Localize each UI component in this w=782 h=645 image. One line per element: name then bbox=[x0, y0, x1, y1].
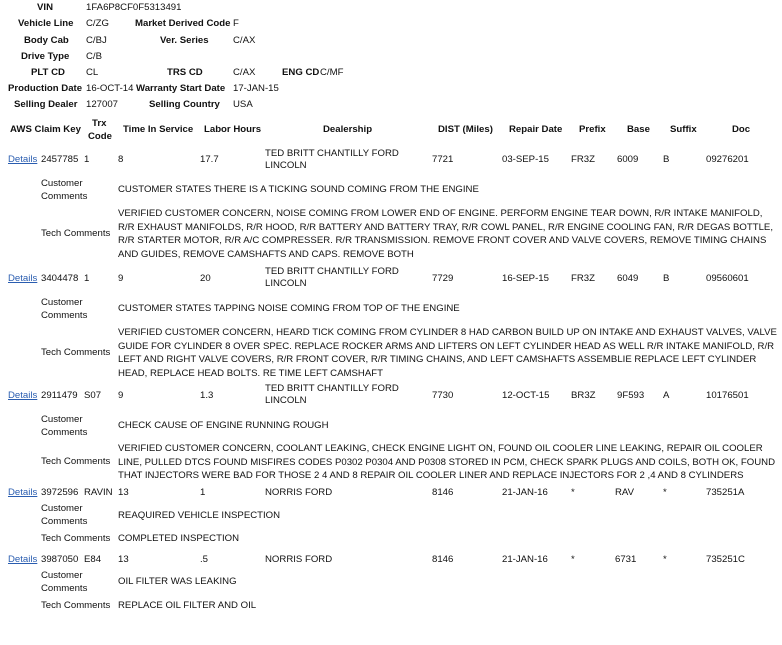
market-code-label: Market Derived Code bbox=[135, 18, 231, 29]
customer-comments-label: Customer Comments bbox=[41, 178, 88, 202]
details-link[interactable]: Details bbox=[8, 390, 38, 401]
tech-comments-label: Tech Comments bbox=[41, 347, 111, 358]
customer-comment: REAQUIRED VEHICLE INSPECTION bbox=[118, 510, 281, 521]
col-repair-date: Repair Date bbox=[509, 124, 563, 135]
doc: 10176501 bbox=[706, 390, 749, 401]
plt-cd-label: PLT CD bbox=[31, 67, 65, 78]
tech-comments-label: Tech Comments bbox=[41, 533, 111, 544]
base: RAV bbox=[615, 487, 635, 498]
repair-date: 03-SEP-15 bbox=[502, 154, 549, 165]
prefix: FR3Z bbox=[571, 154, 595, 165]
repair-date: 21-JAN-16 bbox=[502, 554, 548, 565]
time-in-service: 9 bbox=[118, 273, 124, 284]
vin-value: 1FA6P8CF0F5313491 bbox=[86, 2, 182, 13]
production-date-label: Production Date bbox=[8, 83, 83, 94]
doc: 735251C bbox=[706, 554, 745, 565]
doc: 09560601 bbox=[706, 273, 749, 284]
col-prefix: Prefix bbox=[579, 124, 606, 135]
trs-cd-value: C/AX bbox=[233, 67, 256, 78]
col-dist: DIST (Miles) bbox=[438, 124, 493, 135]
doc: 735251A bbox=[706, 487, 745, 498]
drive-type-value: C/B bbox=[86, 51, 102, 62]
selling-dealer-value: 127007 bbox=[86, 99, 119, 110]
vehicle-line-label: Vehicle Line bbox=[18, 18, 74, 29]
customer-comments-label: Customer Comments bbox=[41, 297, 88, 321]
prefix: FR3Z bbox=[571, 273, 595, 284]
tech-comments-label: Tech Comments bbox=[41, 228, 111, 239]
dist-miles: 7721 bbox=[432, 154, 454, 165]
col-base: Base bbox=[627, 124, 650, 135]
dealership: TED BRITT CHANTILLY FORD LINCOLN bbox=[265, 266, 399, 289]
dist-miles: 7730 bbox=[432, 390, 454, 401]
col-dealership: Dealership bbox=[323, 124, 373, 135]
base: 6049 bbox=[617, 273, 639, 284]
claim-key: 3987050 bbox=[41, 554, 79, 565]
prefix: BR3Z bbox=[571, 390, 596, 401]
dealership: TED BRITT CHANTILLY FORD LINCOLN bbox=[265, 383, 399, 406]
dealership: TED BRITT CHANTILLY FORD LINCOLN bbox=[265, 148, 399, 171]
prefix: * bbox=[571, 554, 575, 565]
suffix: B bbox=[663, 154, 670, 165]
repair-date: 21-JAN-16 bbox=[502, 487, 548, 498]
warranty-start-label: Warranty Start Date bbox=[136, 83, 226, 94]
customer-comment: CUSTOMER STATES TAPPING NOISE COMING FROM TOP OF THE ENGINE bbox=[118, 303, 460, 314]
tech-comment: COMPLETED INSPECTION bbox=[118, 533, 240, 544]
tech-comment: VERIFIED CUSTOMER CONCERN, COOLANT LEAKING, CHECK ENGINE LIGHT ON, FOUND OIL COOLER LINE LEAKING, REPAIR OIL COOLER LINE, PULLED DTCS FOUND MISFIRES CODES P0302 P0304 AND P0308 STORED IN PCM, CHECK SPARK PLUGS AND COILS, BOTH OK, FOUND THAT INJECTORS WERE BAD FOR THOSE 2 4 AND 8 REPAIR OIL COOLER LINER AND REPLACE INJECTORS FOR 2 ,4 AND 8 CYLINDERS bbox=[118, 443, 775, 481]
labor-hours: 1 bbox=[200, 487, 206, 498]
col-labor-hours: Labor Hours bbox=[204, 124, 262, 135]
details-link[interactable]: Details bbox=[8, 273, 38, 284]
dist-miles: 8146 bbox=[432, 554, 454, 565]
dealership: NORRIS FORD bbox=[265, 554, 333, 565]
col-claim-key: AWS Claim Key bbox=[10, 124, 81, 135]
col-doc: Doc bbox=[732, 124, 751, 135]
dist-miles: 7729 bbox=[432, 273, 454, 284]
repair-date: 16-SEP-15 bbox=[502, 273, 549, 284]
drive-type-label: Drive Type bbox=[21, 51, 70, 62]
dealership: NORRIS FORD bbox=[265, 487, 333, 498]
col-suffix: Suffix bbox=[670, 124, 697, 135]
warranty-start-value: 17-JAN-15 bbox=[233, 83, 279, 94]
suffix: * bbox=[663, 487, 667, 498]
ver-series-value: C/AX bbox=[233, 35, 256, 46]
details-link[interactable]: Details bbox=[8, 487, 38, 498]
selling-country-label: Selling Country bbox=[149, 99, 220, 110]
prefix: * bbox=[571, 487, 575, 498]
details-link[interactable]: Details bbox=[8, 154, 38, 165]
labor-hours: 17.7 bbox=[200, 154, 219, 165]
time-in-service: 13 bbox=[118, 554, 129, 565]
suffix: * bbox=[663, 554, 667, 565]
selling-country-value: USA bbox=[233, 99, 253, 110]
dist-miles: 8146 bbox=[432, 487, 454, 498]
claim-key: 3972596 bbox=[41, 487, 79, 498]
trx-code: 1 bbox=[84, 154, 90, 165]
col-trx-line2: Code bbox=[88, 131, 112, 142]
time-in-service: 9 bbox=[118, 390, 124, 401]
claim-key: 2457785 bbox=[41, 154, 79, 165]
customer-comments-label: Customer Comments bbox=[41, 503, 88, 527]
tech-comment: VERIFIED CUSTOMER CONCERN, NOISE COMING FROM LOWER END OF ENGINE. PERFORM ENGINE TEAR DOWN, R/R INTAKE MANIFOLD, R/R EXHAUST MANIFOLDS, R/R HOOD, R/R BATTERY AND BATTERY TRAY, R/R COWL PANEL, R/R ENGINE COOLING FAN, R/R DEGAS BOTTLE, R/R STARTER MOTOR, R/R A/C COMPRESSER. R/R TRANSMISSION. REMOVE FRONT COVER AND VALVE COVERS, REMOVE TIMING CHAINS AND GUIDES, REMOVE CAMSHAFTS AND CAPS. REMOVE BOTH bbox=[118, 208, 773, 260]
time-in-service: 13 bbox=[118, 487, 129, 498]
doc: 09276201 bbox=[706, 154, 749, 165]
trx-code: RAVIN bbox=[84, 487, 113, 498]
suffix: B bbox=[663, 273, 670, 284]
plt-cd-value: CL bbox=[86, 67, 99, 78]
trx-code: 1 bbox=[84, 273, 90, 284]
claim-key: 3404478 bbox=[41, 273, 79, 284]
vehicle-line-value: C/ZG bbox=[86, 18, 109, 29]
details-link[interactable]: Details bbox=[8, 554, 38, 565]
selling-dealer-label: Selling Dealer bbox=[14, 99, 78, 110]
tech-comments-label: Tech Comments bbox=[41, 600, 111, 611]
tech-comment: REPLACE OIL FILTER AND OIL bbox=[118, 600, 257, 611]
claim-key: 2911479 bbox=[41, 390, 78, 401]
labor-hours: 20 bbox=[200, 273, 211, 284]
market-code-value: F bbox=[233, 18, 239, 29]
vin-label: VIN bbox=[37, 2, 53, 13]
labor-hours: .5 bbox=[200, 554, 209, 565]
customer-comment: CUSTOMER STATES THERE IS A TICKING SOUND COMING FROM THE ENGINE bbox=[118, 184, 479, 195]
tech-comments-label: Tech Comments bbox=[41, 456, 111, 467]
trx-code: S07 bbox=[84, 390, 102, 401]
labor-hours: 1.3 bbox=[200, 390, 214, 401]
base: 6731 bbox=[615, 554, 637, 565]
customer-comment: CHECK CAUSE OF ENGINE RUNNING ROUGH bbox=[118, 420, 329, 431]
trs-cd-label: TRS CD bbox=[167, 67, 203, 78]
body-cab-label: Body Cab bbox=[24, 35, 69, 46]
body-cab-value: C/BJ bbox=[86, 35, 107, 46]
customer-comments-label: Customer Comments bbox=[41, 414, 88, 438]
customer-comment: OIL FILTER WAS LEAKING bbox=[118, 576, 237, 587]
eng-cd-label: ENG CD bbox=[282, 67, 320, 78]
eng-cd-value: C/MF bbox=[320, 67, 344, 78]
base: 9F593 bbox=[617, 390, 645, 401]
trx-code: E84 bbox=[84, 554, 102, 565]
suffix: A bbox=[663, 390, 670, 401]
repair-date: 12-OCT-15 bbox=[502, 390, 550, 401]
tech-comment: VERIFIED CUSTOMER CONCERN, HEARD TICK COMING FROM CYLINDER 8 HAD CARBON BUILD UP ON INTAKE AND EXHAUST VALVES, VALVE GUIDE FOR CYLINDER 8 OVER SPEC. REPLACE ROCKER ARMS AND LIFTERS ON LEFT CYLINDER HEAD AS WELL R/R INTAKE MANIFOLD, R/R LEFT AND RIGHT VALVE COVERS, R/R FRONT COVER, R/R TIMING CHAINS, AND LEFT CAMSHAFTS ASSEMBLIE REPLACE LEFT CYLINDER HEAD, REPLACE HEAD BOLTS. RE TIME LEFT CAMSHAFT bbox=[118, 327, 777, 379]
time-in-service: 8 bbox=[118, 154, 124, 165]
production-date-value: 16-OCT-14 bbox=[86, 83, 134, 94]
base: 6009 bbox=[617, 154, 639, 165]
col-trx-line1: Trx bbox=[92, 118, 107, 129]
customer-comments-label: Customer Comments bbox=[41, 570, 88, 594]
col-time-in-service: Time In Service bbox=[123, 124, 194, 135]
ver-series-label: Ver. Series bbox=[160, 35, 209, 46]
